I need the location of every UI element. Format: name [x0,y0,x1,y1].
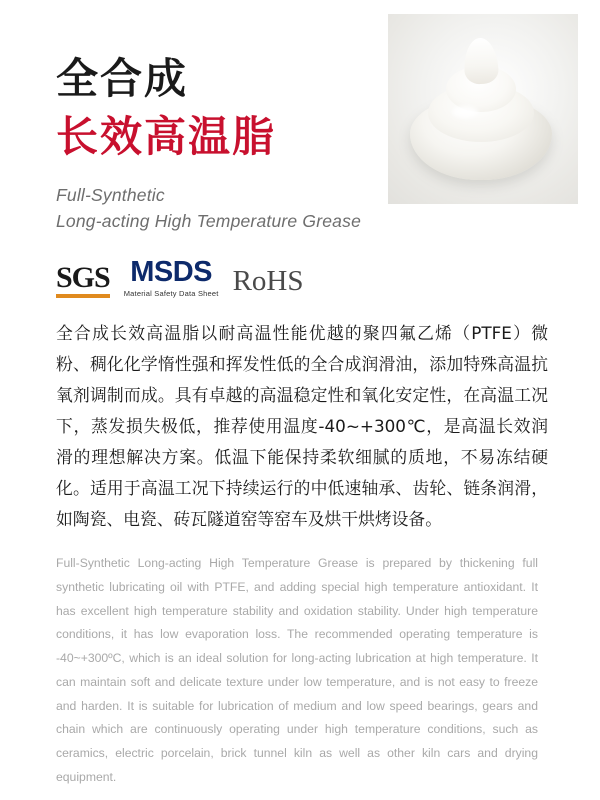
msds-logo [124,258,219,298]
product-photo [388,14,578,204]
msds-logo-subtitle: Material Safety Data Sheet [123,289,219,298]
title-english [56,182,361,235]
description-chinese: 全合成长效高温脂以耐高温性能优越的聚四氟乙烯（PTFE）微粉、稠化化学惰性强和挥发性低的全合成润滑油，添加特殊高温抗氧剂调制而成。具有卓越的高温稳定性和氧化安定性，在高温工况下，蒸发损失极低，推荐使用温度-40~+300℃，是高温长效润滑的理想解决方案。低温下能保持柔软细腻的质地，不易冻结硬化。适用于高温工况下持续运行的中低速轴承、齿轮、链条润滑，如陶瓷、电瓷、砖瓦隧道窑等窑车及烘干烘烤设备。 [56,323,548,530]
title-english-line1: Full-Synthetic [56,185,165,205]
rohs-logo: RoHS [232,264,304,297]
grease-blob-highlight [452,106,478,118]
sgs-logo: SGS [56,263,110,298]
title-chinese-line1: 全合成 [56,54,189,103]
grease-blob-tip [463,37,499,85]
grease-blob-illustration [406,36,556,186]
title-chinese-line2: 长效高温脂 [56,112,277,161]
msds-logo-text: MSDS [130,256,213,288]
description-english: Full-Synthetic Long-acting High Temperature Grease is prepared by thickening full synthetic lubricating oil with PTFE, and adding special high temperature antioxidant. It has excellent high temperature stability and oxidation stability. Under high temperature conditions, it has low evaporation loss. The recommended operating temperature is -40~+300ºC, which is an ideal solution for long-acting lubrication at high temperature. It can maintain soft and delicate texture under low temperature, and is not easy to freeze and harden. It is suitable for lubrication of medium and low speed bearings, gears and chain which are continuously operating under high temperature conditions, such as ceramics, electric porcelain, brick tunnel kiln as well as other kiln cars and drying equipment. [56,556,538,785]
title-english-line2: Long-acting High Temperature Grease [56,211,361,232]
certification-logos [56,258,303,298]
